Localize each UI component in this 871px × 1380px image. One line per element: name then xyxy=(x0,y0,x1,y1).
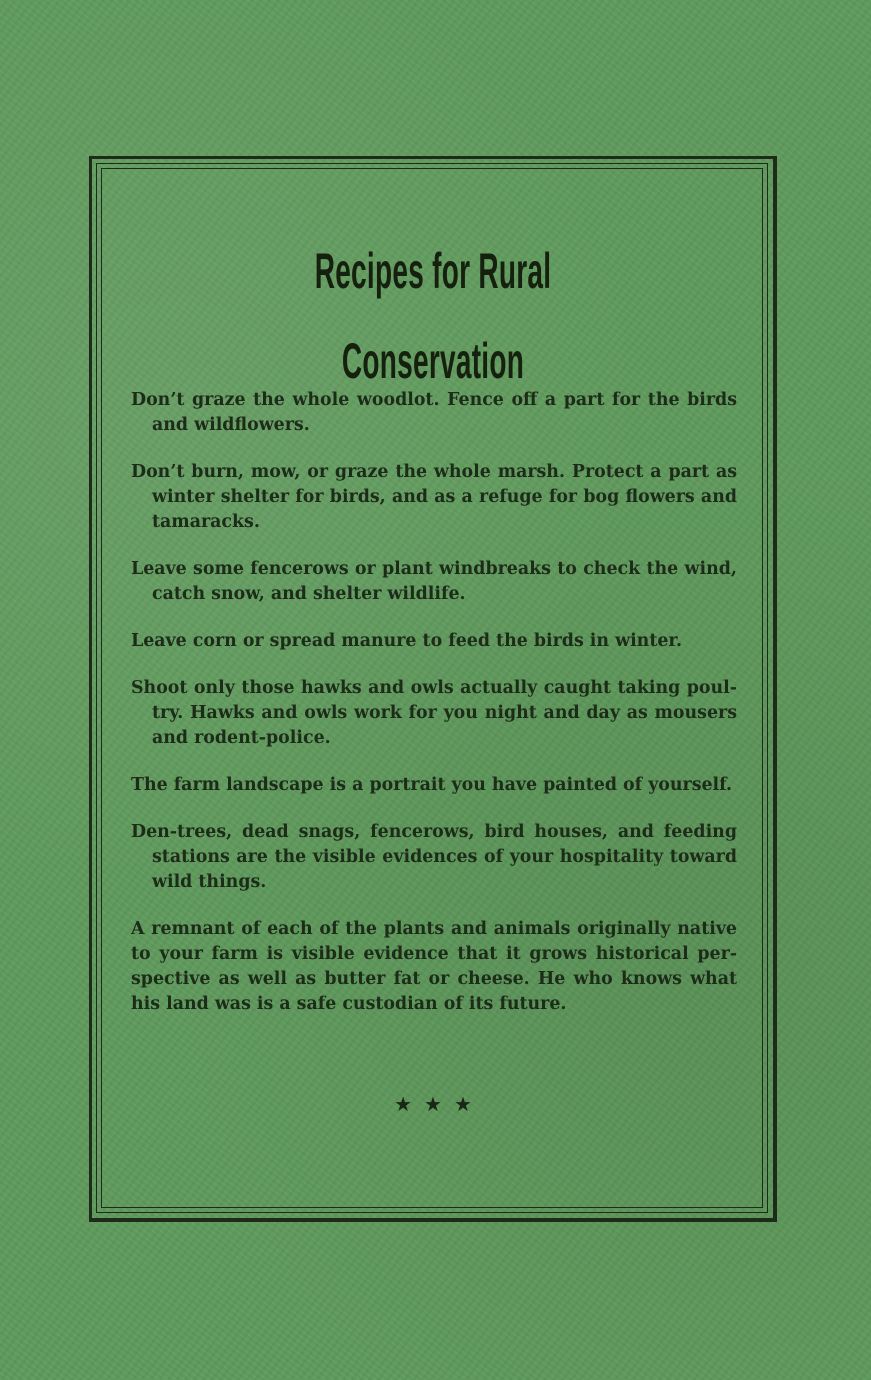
recipe-list xyxy=(131,388,737,1039)
recipe-item-remnant: A remnant of each of the plants and animals originally native to your farm is visible evidence that it grows historical perspective as well as butter fat or cheese. He who knows what his land was is a safe custodian of its future. xyxy=(131,919,737,1014)
recipe-item-den-trees: Den-trees, dead snags, fencerows, bird houses, and feeding stations are the visible evidences of your hospitality toward wild things. xyxy=(131,822,737,892)
recipe-item-marsh: Don’t burn, mow, or graze the whole marsh. Protect a part as winter shelter for birds, and as a refuge for bog flowers and tamaracks. xyxy=(131,462,737,532)
recipe-item-woodlot: Don’t graze the whole woodlot. Fence off a part for the birds and wildflowers. xyxy=(131,390,737,435)
star-ornament: ★★★ xyxy=(394,1092,484,1116)
page-title: Recipes for Rural Conservation xyxy=(314,243,552,389)
recipe-item-landscape: The farm landscape is a portrait you have painted of yourself. xyxy=(131,775,733,795)
recipe-item-feed-birds: Leave corn or spread manure to feed the birds in winter. xyxy=(131,631,683,651)
recipe-item-hawks-owls: Shoot only those hawks and owls actually caught taking poultry. Hawks and owls work for you night and day as mousers and rodent-police. xyxy=(131,678,737,748)
recipe-item-fencerows: Leave some fencerows or plant windbreaks to check the wind, catch snow, and shelter wildlife. xyxy=(131,559,737,604)
